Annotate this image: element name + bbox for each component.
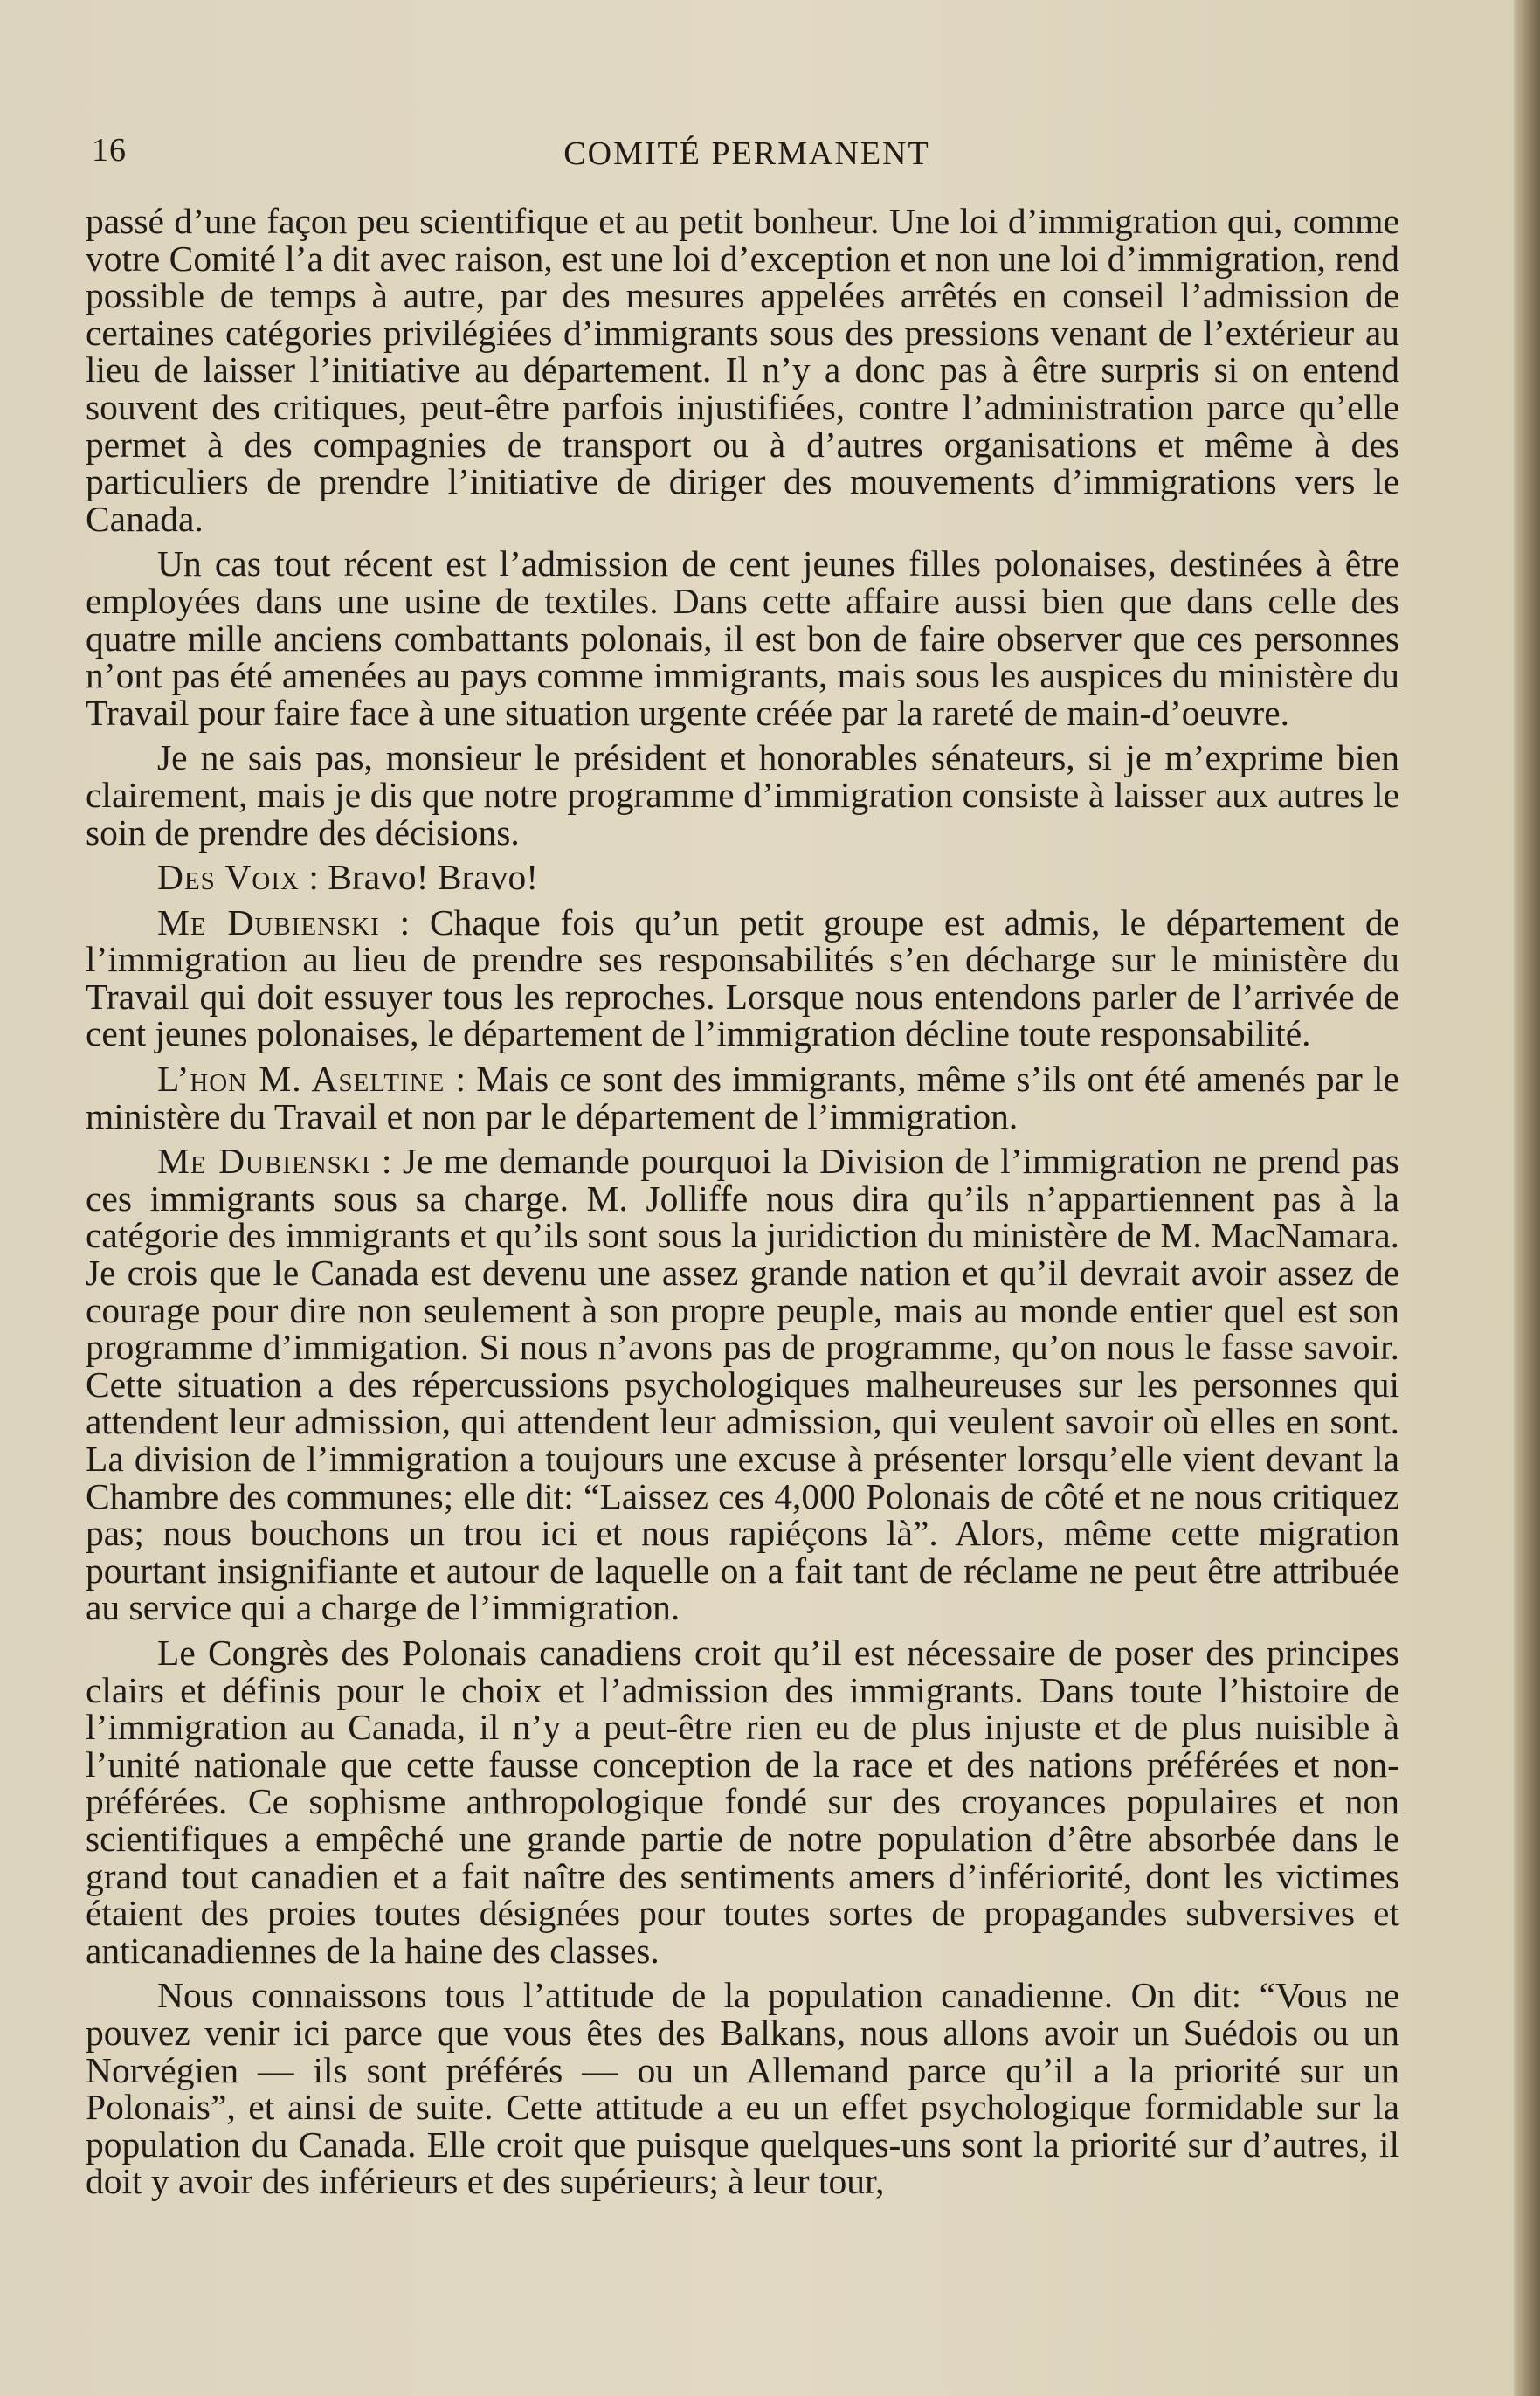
paragraph: Je ne sais pas, monsieur le président et honorables sénateurs, si je m’exprime bien clairement, mais je dis que notre programme d’immigration consiste à laisser aux autres le soin de prendre des décisions. (86, 737, 1399, 853)
paragraph: Nous connaissons tous l’attitude de la population canadienne. On dit: “Vous ne pouvez venir ici parce que vous êtes des Balkans, nous allons avoir un Suédois ou un Norvégien — ils sont préférés — ou un Allemand parce qu’il a la priorité sur un Polonais”, et ainsi de suite. Cette attitude a eu un effet psychologique formidable sur la population du Canada. Elle croit que puisque quelques-uns sont la priorité sur d’autres, il doit y avoir des inférieurs et des supérieurs; à leur tour, (86, 1975, 1399, 2202)
paragraph: Le Congrès des Polonais canadiens croit qu’il est nécessaire de poser des principes clairs et définis pour le choix et l’admission des immigrants. Dans toute l’histoire de l’immigration au Canada, il n’y a peut-être rien eu de plus injuste et de plus nuisible à l’unité nationale que cette fausse conception de la race et des nations préférées et non-préférées. Ce sophisme anthropologique fondé sur des croyances populaires et non scientifiques a empêché une grande partie de notre population d’être absorbée dans le grand tout canadien et a fait naître des sentiments amers d’infériorité, dont les victimes étaient des proies toutes désignées pour toutes sortes de propagandes subversives et anticanadiennes de la haine des classes. (86, 1632, 1399, 1971)
paragraph: Me Dubienski : Chaque fois qu’un petit groupe est admis, le département de l’immigration au lieu de prendre ses responsabilités s’en décharge sur le ministère du Travail qui doit essuyer tous les reproches. Lorsque nous entendons parler de l’arrivée de cent jeunes polonaises, le département de l’immigration décline toute responsabilité. (86, 901, 1399, 1054)
speaker-name: L’hon M. Aseltine (157, 1059, 445, 1100)
page-number: 16 (92, 132, 127, 169)
body-text (86, 203, 1399, 2208)
speaker-name: Me Dubienski (157, 1141, 371, 1182)
paragraph: L’hon M. Aseltine : Mais ce sont des immigrants, même s’ils ont été amenés par le ministère du Travail et non par le département de l’immigration. (86, 1059, 1399, 1136)
page-header (92, 131, 1402, 183)
paragraph: Un cas tout récent est l’admission de cent jeunes filles polonaises, destinées à être employées dans une usine de textiles. Dans cette affaire aussi bien que dans celle des quatre mille anciens combattants polonais, il est bon de faire observer que ces personnes n’ont pas été amenées au pays comme immigrants, mais sous les auspices du ministère du Travail pour faire face à une situation urgente créée par la rareté de main-d’oeuvre. (86, 543, 1399, 733)
speaker-name: Des Voix (157, 857, 300, 898)
paragraph: passé d’une façon peu scientifique et au petit bonheur. Une loi d’immigration qui, comme votre Comité l’a dit avec raison, est une loi d’exception et non une loi d’immigration, rend possible de temps à autre, par des mesures appelées arrêtés en conseil l’admission de certaines catégories privilégiées d’immigrants sous des pressions venant de l’extérieur au lieu de laisser l’initiative au département. Il n’y a donc pas à être surpris si on entend souvent des critiques, peut-être parfois injustifiées, contre l’administration parce qu’elle permet à des compagnies de transport ou à d’autres organisations et même à des particuliers de prendre l’initiative de diriger des mouvements d’immigrations vers le Canada. (86, 201, 1399, 539)
paragraph: Des Voix : Bravo! Bravo! (157, 857, 539, 898)
running-title: COMITÉ PERMANENT (563, 135, 930, 172)
paragraph: Me Dubienski : Je me demande pourquoi la Division de l’immigration ne prend pas ces immigrants sous sa charge. M. Jolliffe nous dira qu’ils n’appartiennent pas à la catégorie des immigrants et qu’ils sont sous la juridiction du ministère de M. MacNamara. Je crois que le Canada est devenu une assez grande nation et qu’il devrait avoir assez de courage pour dire non seulement à son propre peuple, mais au monde entier quel est son programme d’immigation. Si nous n’avons pas de programme, qu’on nous le fasse savoir. Cette situation a des répercussions psychologiques malheureuses sur les personnes qui attendent leur admission, qui attendent leur admission, qui veulent savoir où elles en sont. La division de l’immigration a toujours une excuse à présenter lorsqu’elle vient devant la Chambre des communes; elle dit: “Laissez ces 4,000 Polonais de côté et ne nous critiquez pas; nous bouchons un trou ici et nous rapiéçons là”. Alors, même cette migration pourtant insignifiante et autour de laquelle on a fait tant de réclame ne peut être attribuée au service qui a charge de l’immigration. (86, 1141, 1399, 1628)
speaker-name: Me Dubienski (157, 901, 380, 943)
book-spine-shadow (1514, 0, 1540, 2396)
